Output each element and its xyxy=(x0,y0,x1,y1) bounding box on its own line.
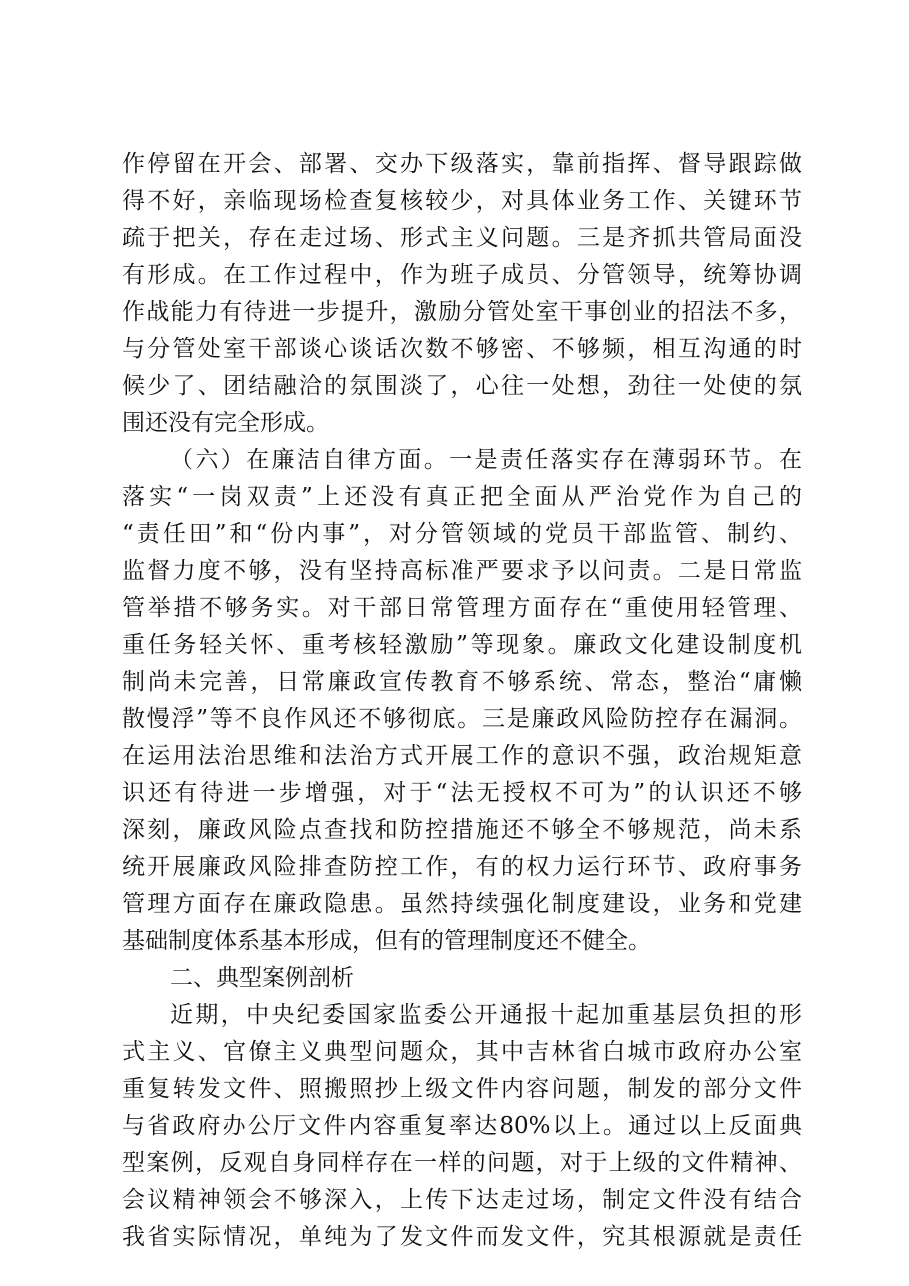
text-line: 有形成。在工作过程中，作为班子成员、分管领导，统筹协调 xyxy=(122,262,802,288)
text-line: 识还有待进一步增强，对于“法无授权不可为”的认识还不够 xyxy=(122,780,802,806)
paragraph-first-line: 近期，中央纪委国家监委公开通报十起加重基层负担的形 xyxy=(170,1002,802,1028)
text-line: 与省政府办公厅文件内容重复率达80%以上。通过以上反面典 xyxy=(122,1113,802,1139)
text-line: 管理方面存在廉政隐患。虽然持续强化制度建设，业务和党建 xyxy=(122,891,802,917)
text-line: 疏于把关，存在走过场、形式主义问题。三是齐抓共管局面没 xyxy=(122,225,802,251)
section-heading: 二、典型案例剖析 xyxy=(170,965,354,991)
text-line: 在运用法治思维和法治方式开展工作的意识不强，政治规矩意 xyxy=(122,743,802,769)
text-line: 候少了、团结融洽的氛围淡了，心往一处想，劲往一处使的氛 xyxy=(122,373,802,399)
text-line: 统开展廉政风险排查防控工作，有的权力运行环节、政府事务 xyxy=(122,854,802,880)
paragraph-heading: （六）在廉洁自律方面。一是责任落实存在薄弱环节。在 xyxy=(170,447,802,473)
text-line: 落实“一岗双责”上还没有真正把全面从严治党作为自己的 xyxy=(122,484,802,510)
text-line: 基础制度体系基本形成，但有的管理制度还不健全。 xyxy=(122,928,651,954)
text-line: 围还没有完全形成。 xyxy=(122,410,329,436)
text-line: 型案例，反观自身同样存在一样的问题，对于上级的文件精神、 xyxy=(122,1150,802,1176)
text-line: 得不好，亲临现场检查复核较少，对具体业务工作、关键环节 xyxy=(122,188,802,214)
text-line: 散慢浮”等不良作风还不够彻底。三是廉政风险防控存在漏洞。 xyxy=(122,706,802,732)
text-line: 制尚未完善，日常廉政宣传教育不够系统、常态，整治“庸懒 xyxy=(122,669,802,695)
text-line: 式主义、官僚主义典型问题众，其中吉林省白城市政府办公室 xyxy=(122,1039,802,1065)
text-line: “责任田”和“份内事”，对分管领域的党员干部监管、制约、 xyxy=(122,521,802,547)
text-line: 会议精神领会不够深入，上传下达走过场，制定文件没有结合 xyxy=(122,1187,802,1213)
text-line: 管举措不够务实。对干部日常管理方面存在“重使用轻管理、 xyxy=(122,595,802,621)
text-line: 监督力度不够，没有坚持高标准严要求予以问责。二是日常监 xyxy=(122,558,802,584)
text-line: 我省实际情况，单纯为了发文件而发文件，究其根源就是责任 xyxy=(122,1224,802,1250)
text-line: 深刻，廉政风险点查找和防控措施还不够全不够规范，尚未系 xyxy=(122,817,802,843)
text-line: 作停留在开会、部署、交办下级落实，靠前指挥、督导跟踪做 xyxy=(122,151,802,177)
text-line: 与分管处室干部谈心谈话次数不够密、不够频，相互沟通的时 xyxy=(122,336,802,362)
text-line: 重任务轻关怀、重考核轻激励”等现象。廉政文化建设制度机 xyxy=(122,632,802,658)
text-line: 作战能力有待进一步提升，激励分管处室干事创业的招法不多， xyxy=(122,299,802,325)
text-line: 重复转发文件、照搬照抄上级文件内容问题，制发的部分文件 xyxy=(122,1076,802,1102)
